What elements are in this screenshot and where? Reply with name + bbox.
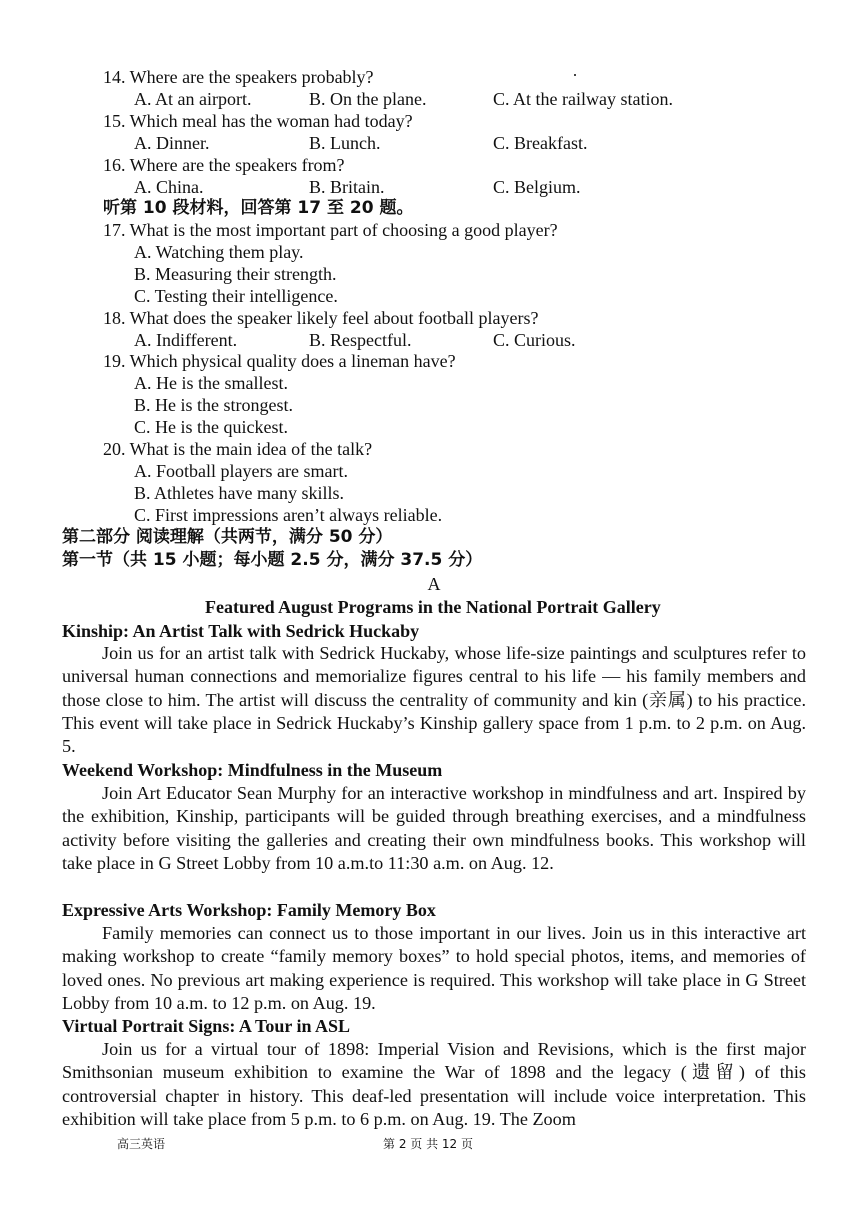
question-20-option-c: C. First impressions aren’t always reliable. <box>134 505 443 525</box>
program-body-asl-tour: Join us for a virtual tour of 1898: Imperial Vision and Revisions, which is the first major Smithsonian museum exhibition to examine the War of 1898 and the legacy (遗留) of this controversial chapter in history. This deaf-led presentation will include voice interpretation. This exhibition will take place from 5 p.m. to 6 p.m. on Aug. 19. The Zoom <box>62 1039 806 1129</box>
question-15-stem: 15. Which meal has the woman had today? <box>103 111 413 131</box>
question-18-option-a: A. Indifferent. <box>134 330 238 350</box>
program-body-kinship: Join us for an artist talk with Sedrick Huckaby, whose life-size paintings and sculptures refer to universal human connections and memorialize figures central to his life — his family members and those close to him. The artist will discuss the centrality of community and kin (亲属) to his practice. This event will take place in Sedrick Huckaby’s Kinship gallery space from 1 p.m. to 2 p.m. on Aug. 5. <box>62 643 806 757</box>
question-14-option-a: A. At an airport. <box>134 89 252 109</box>
question-17-stem: 17. What is the most important part of choosing a good player? <box>103 220 558 240</box>
question-18-option-b: B. Respectful. <box>309 330 412 350</box>
question-16-option-b: B. Britain. <box>309 177 385 197</box>
question-19-option-c: C. He is the quickest. <box>134 417 288 437</box>
program-body-memory-box: Family memories can connect us to those important in our lives. Join us in this interactive art making workshop to create “family memory boxes” to hold special photos, items, and memories of loved ones. No previous art making experience is required. This workshop will take place in G Street Lobby from 10 a.m. to 12 p.m. on Aug. 19. <box>62 923 806 1013</box>
question-18-stem: 18. What does the speaker likely feel about football players? <box>103 308 539 328</box>
question-17-option-b: B. Measuring their strength. <box>134 264 337 284</box>
passage-title: Featured August Programs in the National Portrait Gallery <box>205 597 661 617</box>
question-20-option-b: B. Athletes have many skills. <box>134 483 344 503</box>
question-18-option-c: C. Curious. <box>493 330 576 350</box>
question-17-option-c: C. Testing their intelligence. <box>134 286 338 306</box>
program-title-kinship: Kinship: An Artist Talk with Sedrick Huckaby <box>62 621 420 641</box>
passage-letter: A <box>427 574 441 594</box>
question-16-option-c: C. Belgium. <box>493 177 581 197</box>
question-17-option-a: A. Watching them play. <box>134 242 304 262</box>
program-title-mindfulness: Weekend Workshop: Mindfulness in the Museum <box>62 760 443 780</box>
question-14-stem: 14. Where are the speakers probably? <box>103 67 374 87</box>
scan-speck <box>574 74 576 76</box>
program-body-mindfulness: Join Art Educator Sean Murphy for an interactive workshop in mindfulness and art. Inspired by the exhibition, Kinship, participants will be guided through breathing exercises, and a mindfulness activity before visiting the galleries and creating their own mindfulness books. This workshop will take place in G Street Lobby from 10 a.m.to 11:30 a.m. on Aug. 12. <box>62 783 806 873</box>
question-15-option-a: A. Dinner. <box>134 133 210 153</box>
question-19-option-b: B. He is the strongest. <box>134 395 293 415</box>
program-title-asl-tour: Virtual Portrait Signs: A Tour in ASL <box>62 1016 351 1036</box>
question-16-option-a: A. China. <box>134 177 204 197</box>
question-20-stem: 20. What is the main idea of the talk? <box>103 439 373 459</box>
listening-instruction: 听第 10 段材料，回答第 17 至 20 题。 <box>103 198 414 218</box>
footer-subject: 高三英语 <box>117 1137 166 1151</box>
question-14-option-c: C. At the railway station. <box>493 89 673 109</box>
question-15-option-c: C. Breakfast. <box>493 133 588 153</box>
question-20-option-a: A. Football players are smart. <box>134 461 348 481</box>
question-16-stem: 16. Where are the speakers from? <box>103 155 345 175</box>
question-19-option-a: A. He is the smallest. <box>134 373 288 393</box>
footer-page-number: 第 2 页 共 12 页 <box>383 1137 473 1151</box>
question-15-option-b: B. Lunch. <box>309 133 381 153</box>
part-two-heading: 第二部分 阅读理解（共两节，满分 50 分） <box>62 527 393 547</box>
question-14-option-b: B. On the plane. <box>309 89 427 109</box>
program-title-memory-box: Expressive Arts Workshop: Family Memory Box <box>62 900 436 920</box>
question-19-stem: 19. Which physical quality does a lineman have? <box>103 351 456 371</box>
section-one-heading: 第一节（共 15 小题；每小题 2.5 分，满分 37.5 分） <box>62 550 483 570</box>
